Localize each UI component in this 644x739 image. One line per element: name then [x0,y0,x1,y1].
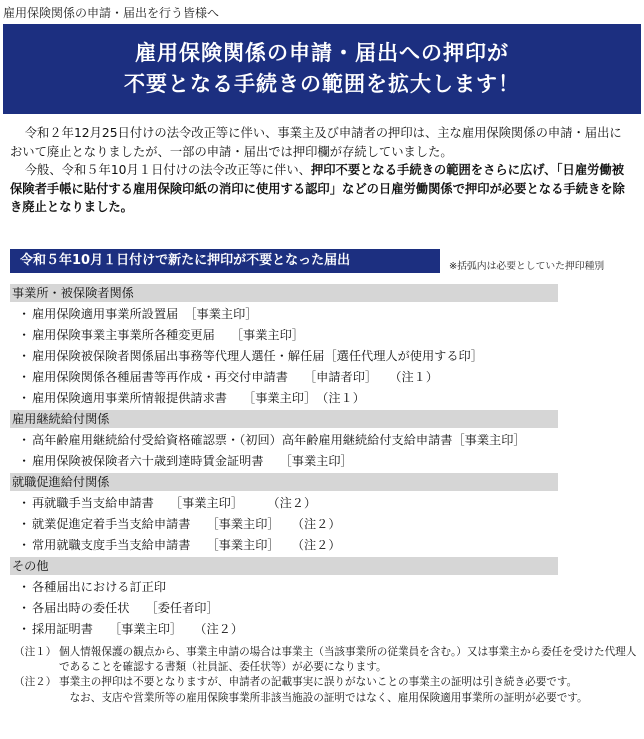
list-item [18,326,304,344]
list-item-text: 雇用保険関係各種届書等再作成・再交付申請書 ［申請者印］ （注１） [32,370,439,384]
intro-p2-lead: 今般、令和５年10月１日付けの法令改正等に伴い、 [24,163,311,178]
list-item-text: 雇用保険適用事業所情報提供請求書 ［事業主印］ （注１） [32,391,365,405]
bullet: ・ [18,328,31,342]
bullet: ・ [18,496,31,510]
list-item-text: 雇用保険適用事業所設置届 ［事業主印］ [32,307,258,321]
footnote-line: なお、支店や営業所等の雇用保険事業所非該当施設の証明ではなく、雇用保険適用事業所の証明が必要です。 [69,691,588,704]
intro-paragraph-1: 令和２年12月25日付けの法令改正等に伴い、事業主及び申請者の押印は、主な雇用保険関係の申請・届出において廃止となりましたが、一部の申請・届出では押印欄が存続していました。 [10,126,622,159]
bullet: ・ [18,307,31,321]
list-item-text: 再就職手当支給申請書 ［事業主印］ （注２） [32,496,317,510]
list-item [18,368,438,386]
list-item [18,389,365,407]
footnote-label: （注１） [14,646,57,658]
list-item-text: 各届出時の委任状 ［委任者印］ [32,601,219,615]
footnote-label: （注２） [14,676,57,689]
list-item [18,599,219,617]
footnote-line: 事業主の押印は不要となりますが、申請者の記載事実に誤りがないことの事業主の証明は引き続き必要です。 [59,676,578,689]
footnote-line: 個人情報保護の観点から、事業主申請の場合は事業主（当該事業所の従業員を含む。）又は事業主から委任を受けた代理人であることを確認する書類（社員証、委任状等）が必要になります。 [59,646,637,674]
footnote-body [59,675,638,705]
category-heading: 事業所・被保険者関係 [10,284,558,302]
bullet: ・ [18,517,31,531]
bullet: ・ [18,370,31,384]
list-item [18,515,341,533]
section-heading: 令和５年10月１日付けで新たに押印が不要となった届出 [10,249,440,273]
title-banner [3,24,641,114]
list-item-text: 各種届出における訂正印 [32,580,167,594]
list-item-text: 高年齢雇用継続給付受給資格確認票・（初回）高年齢雇用継続給付支給申請書［事業主印］ [32,433,526,447]
category-heading: その他 [10,557,558,575]
intro-p2-emphasis: 押印不要となる手続きの範囲をさらに広げ、「日雇労働被保険者手帳に貼付する雇用保険印紙の消印に使用する認印」などの日雇労働関係で押印が必要となる手続きを除き廃止となりました。 [10,163,625,215]
list-item [18,536,341,554]
list-item [18,347,483,365]
list-item [18,305,257,323]
bullet: ・ [18,433,31,447]
list-item-text: 雇用保険被保険者関係届出事務等代理人選任・解任届［選任代理人が使用する印］ [32,349,483,363]
bullet: ・ [18,601,31,615]
intro-text [10,124,632,217]
bullet: ・ [18,580,31,594]
list-item [18,620,243,638]
intro-paragraph-2 [10,161,632,217]
list-item [18,431,526,449]
list-item-text: 採用証明書 ［事業主印］ （注２） [32,622,244,636]
bullet: ・ [18,391,31,405]
bullet: ・ [18,622,31,636]
list-item-text: 雇用保険被保険者六十歳到達時賃金証明書 ［事業主印］ [32,454,353,468]
banner-title-line2: 不要となる手続きの範囲を拡大します！ [124,72,520,96]
bracket-note: ※括弧内は必要としていた押印種別 [449,261,605,272]
bullet: ・ [18,454,31,468]
bullet: ・ [18,349,31,363]
list-item-text: 就業促進定着手当支給申請書 ［事業主印］ （注２） [32,517,341,531]
footnote-2 [14,675,638,705]
category-heading: 雇用継続給付関係 [10,410,558,428]
category-heading: 就職促進給付関係 [10,473,558,491]
list-item-text: 常用就職支度手当支給申請書 ［事業主印］ （注２） [32,538,341,552]
bullet: ・ [18,538,31,552]
footnote-body [59,645,638,675]
list-item [18,578,166,596]
footnote-1 [14,645,638,675]
list-item [18,452,353,470]
audience-note: 雇用保険関係の申請・届出を行う皆様へ [3,6,220,20]
footnotes [14,645,638,706]
banner-title-line1: 雇用保険関係の申請・届出への押印が [135,41,509,65]
list-item [18,494,316,512]
list-item-text: 雇用保険事業主事業所各種変更届 ［事業主印］ [32,328,304,342]
